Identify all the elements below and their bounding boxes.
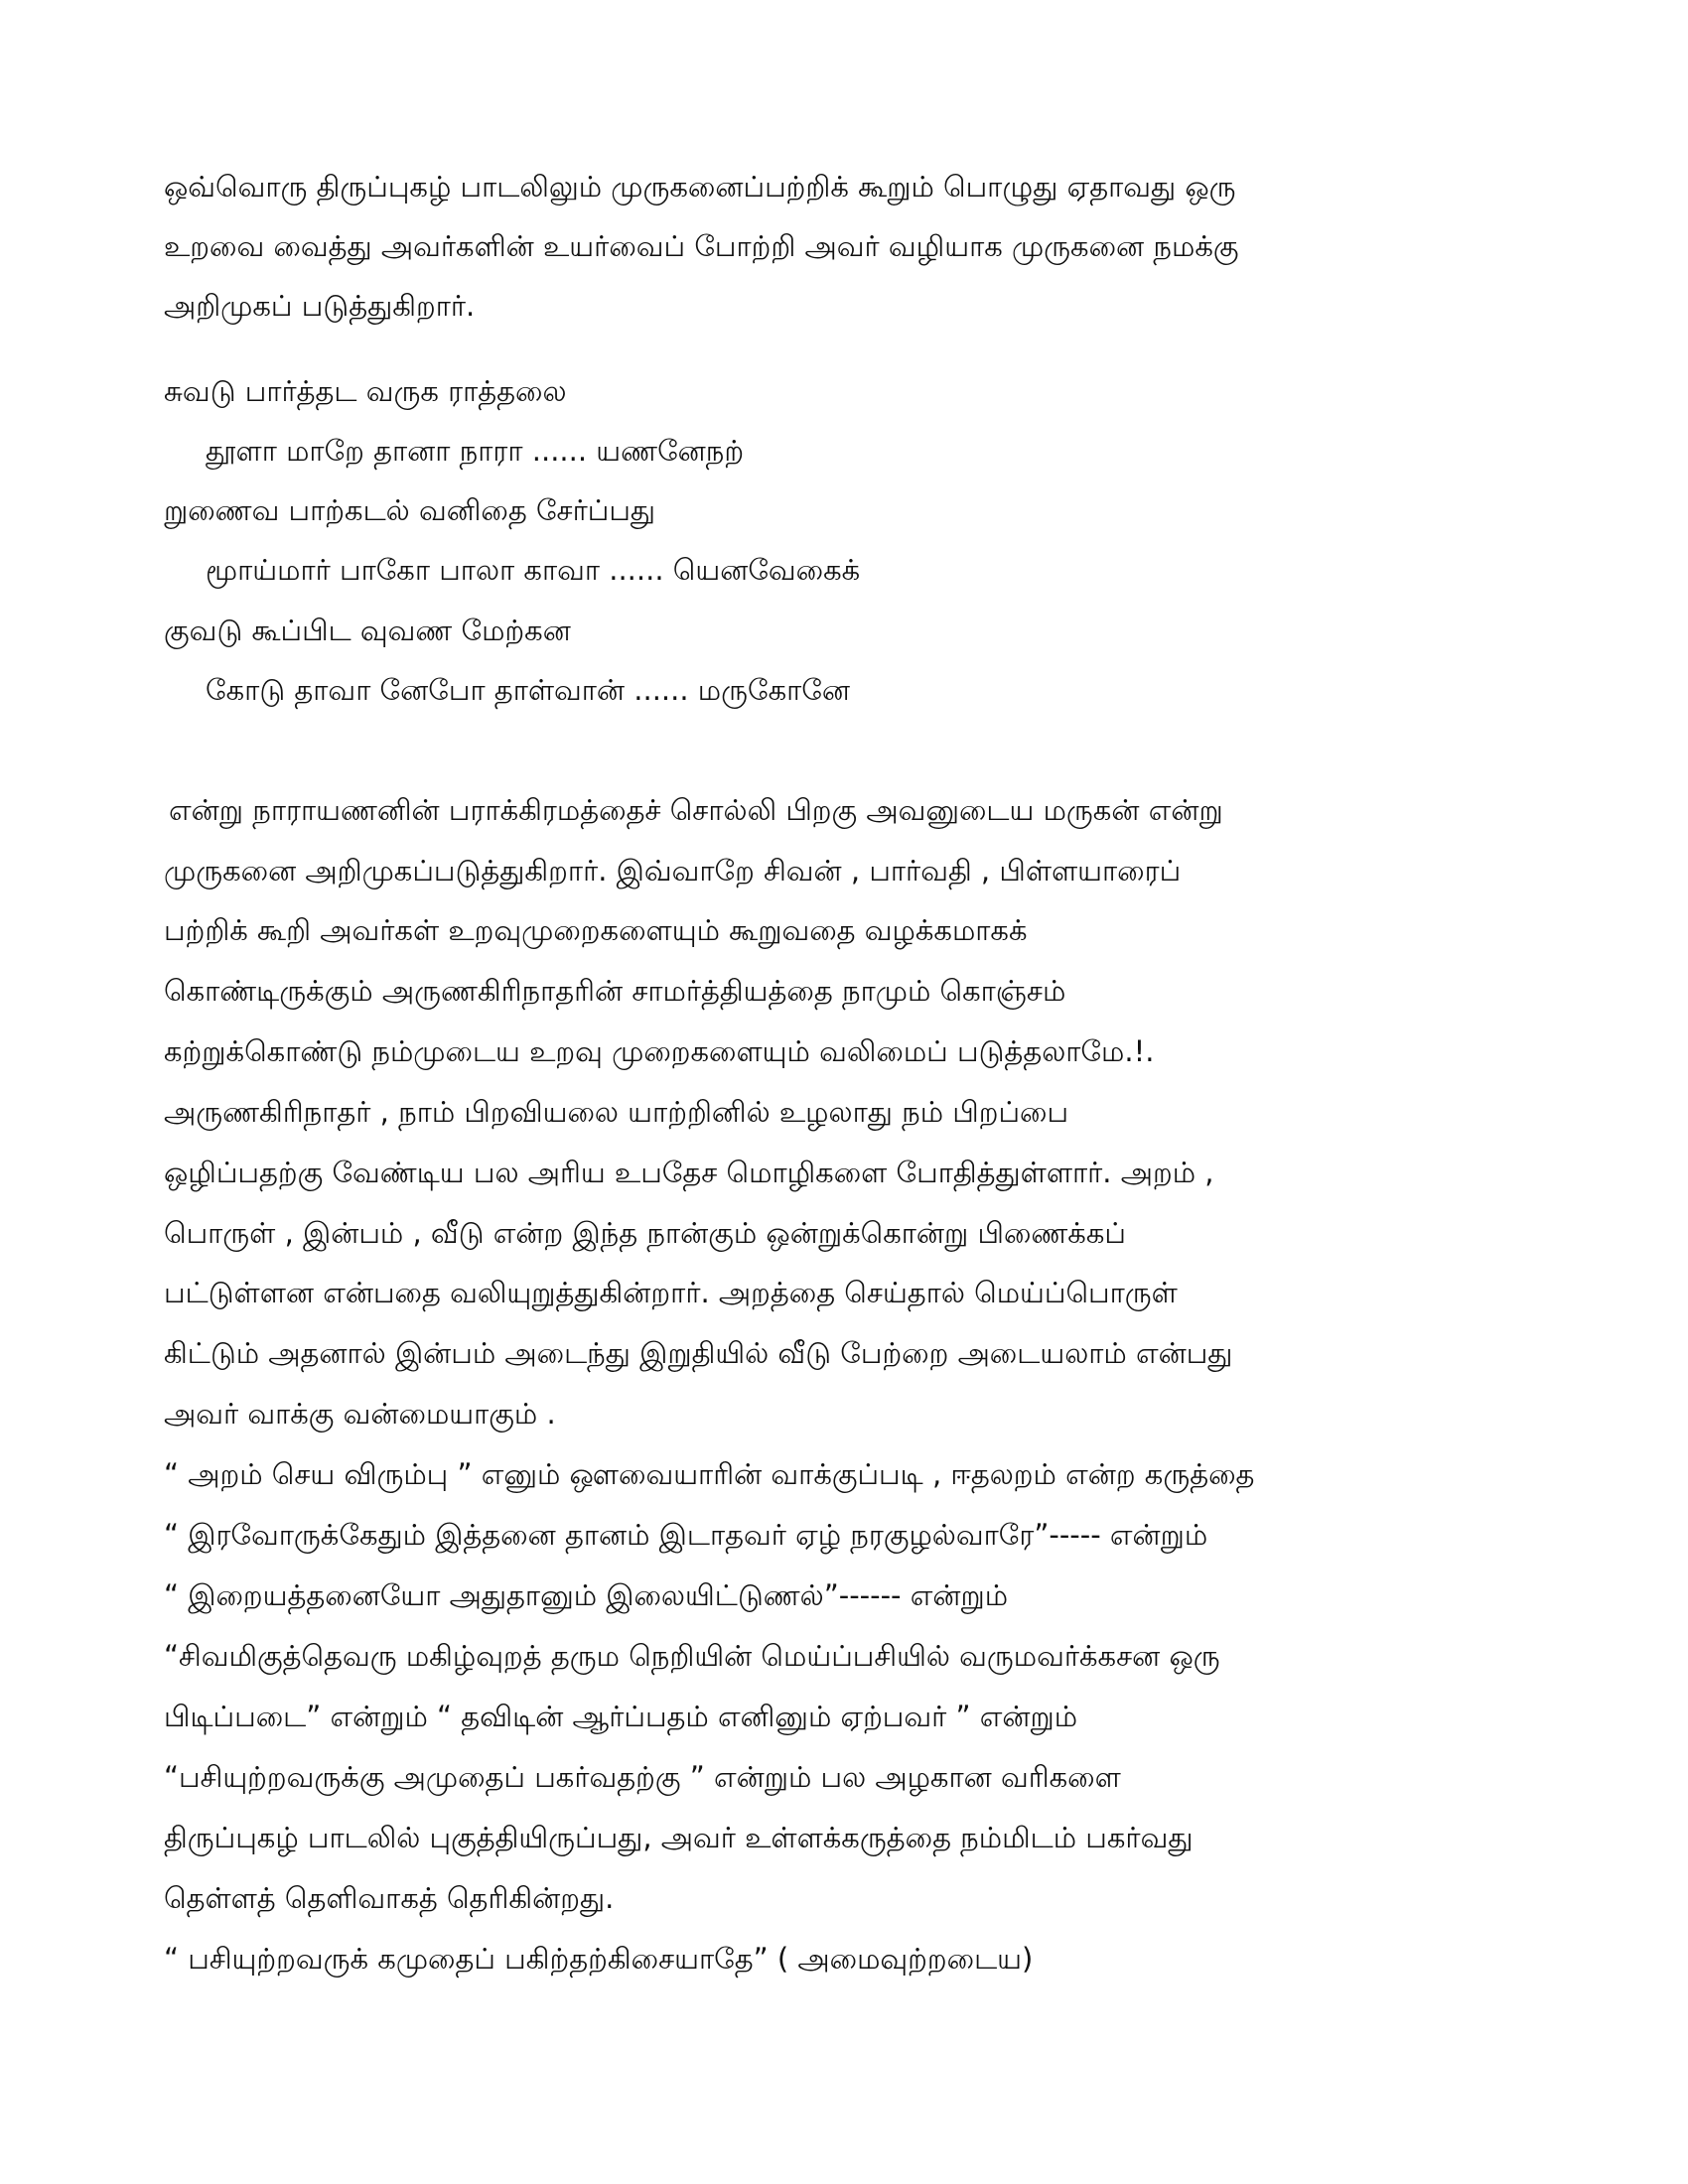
verse-line-3: றுணைவ பாற்கடல் வனிதை சேர்ப்பது xyxy=(164,493,656,527)
main-line-5: கற்றுக்கொண்டு நம்முடைய உறவு முறைகளையும் வலிமைப் படுத்தலாமே.!. xyxy=(164,1034,1155,1068)
main-line-16: பிடிப்படை” என்றும் “ தவிடின் ஆர்ப்பதம் எனினும் ஏற்பவர் ” என்றும் xyxy=(164,1700,1078,1733)
verse-line-4: மூாய்மார் பாகோ பாலா காவா ...... யெனவேகைக் xyxy=(206,553,861,587)
main-line-11: அவர் வாக்கு வன்மையாகும் . xyxy=(164,1397,556,1431)
main-line-14: “ இறையத்தனையோ அதுதானும் இலையிட்டுணல்”------ என்றும் xyxy=(164,1578,1009,1612)
main-line-9: பட்டுள்ளன என்பதை வலியுறுத்துகின்றார். அறத்தை செய்தால் மெய்ப்பொருள் xyxy=(164,1276,1178,1309)
main-line-19: தெள்ளத் தெளிவாகத் தெரிகின்றது. xyxy=(164,1881,615,1915)
verse-line-1: சுவடு பார்த்தட வருக ராத்தலை xyxy=(164,374,567,408)
main-line-3: பற்றிக் கூறி அவர்கள் உறவுமுறைகளையும் கூறுவதை வழக்கமாகக் xyxy=(164,913,1028,947)
main-line-17: “பசியுற்றவருக்கு அமுதைப் பகர்வதற்கு ” என்றும் பல அழகான வரிகளை xyxy=(164,1760,1121,1794)
intro-line-3: அறிமுகப் படுத்துகிறார். xyxy=(164,289,476,323)
main-line-6: அருணகிரிநாதர் , நாம் பிறவியலை யாற்றினில் உழலாது நம் பிறப்பை xyxy=(164,1095,1069,1129)
main-line-15: “சிவமிகுத்தெவரு மகிழ்வுறத் தரும நெறியின் மெய்ப்பசியில் வருமவர்க்கசன ஒரு xyxy=(164,1639,1220,1673)
verse-line-5: குவடு கூப்பிட வுவண மேற்கன xyxy=(164,614,571,647)
verse-line-6: கோடு தாவா னேபோ தாள்வான் ...... மருகோனே xyxy=(206,673,851,707)
main-line-20: “ பசியுற்றவருக் கமுதைப் பகிற்தற்கிசையாதே” ( அமைவுற்றடைய) xyxy=(164,1942,1034,1976)
intro-line-1: ஒவ்வொரு திருப்புகழ் பாடலிலும் முருகனைப்பற்றிக் கூறும் பொழுது ஏதாவது ஒரு xyxy=(164,170,1236,204)
main-line-4: கொண்டிருக்கும் அருணகிரிநாதரின் சாமர்த்தியத்தை நாமும் கொஞ்சம் xyxy=(164,974,1066,1008)
main-line-8: பொருள் , இன்பம் , வீடு என்ற இந்த நான்கும் ஒன்றுக்கொன்று பிணைக்கப் xyxy=(164,1216,1126,1250)
main-line-12: “ அறம் செய விரும்பு ” எனும் ஔவையாரின் வாக்குப்படி , ஈதலறம் என்ற கருத்தை xyxy=(164,1457,1255,1491)
main-line-13: “ இரவோருக்கேதும் இத்தனை தானம் இடாதவர் ஏழ் நரகுழல்வாரே”----- என்றும் xyxy=(164,1518,1208,1552)
main-line-1: என்று நாராயணனின் பராக்கிரமத்தைச் சொல்லி பிறகு அவனுடைய மருகன் என்று xyxy=(169,793,1223,827)
main-line-18: திருப்புகழ் பாடலில் புகுத்தியிருப்பது, அவர் உள்ளக்கருத்தை நம்மிடம் பகர்வது xyxy=(164,1821,1194,1854)
verse-line-2: தூளா மாறே தானா நாரா ...... யணனேநற் xyxy=(206,434,745,468)
main-line-7: ஒழிப்பதற்கு வேண்டிய பல அரிய உபதேச மொழிகளை போதித்துள்ளார். அறம் , xyxy=(164,1156,1214,1189)
main-line-10: கிட்டும் அதனால் இன்பம் அடைந்து இறுதியில் வீடு பேற்றை அடையலாம் என்பது xyxy=(164,1336,1233,1370)
intro-line-2: உறவை வைத்து அவர்களின் உயர்வைப் போற்றி அவர் வழியாக முருகனை நமக்கு xyxy=(164,229,1239,263)
main-line-2: முருகனை அறிமுகப்படுத்துகிறார். இவ்வாறே சிவன் , பார்வதி , பிள்ளயாரைப் xyxy=(164,854,1182,887)
